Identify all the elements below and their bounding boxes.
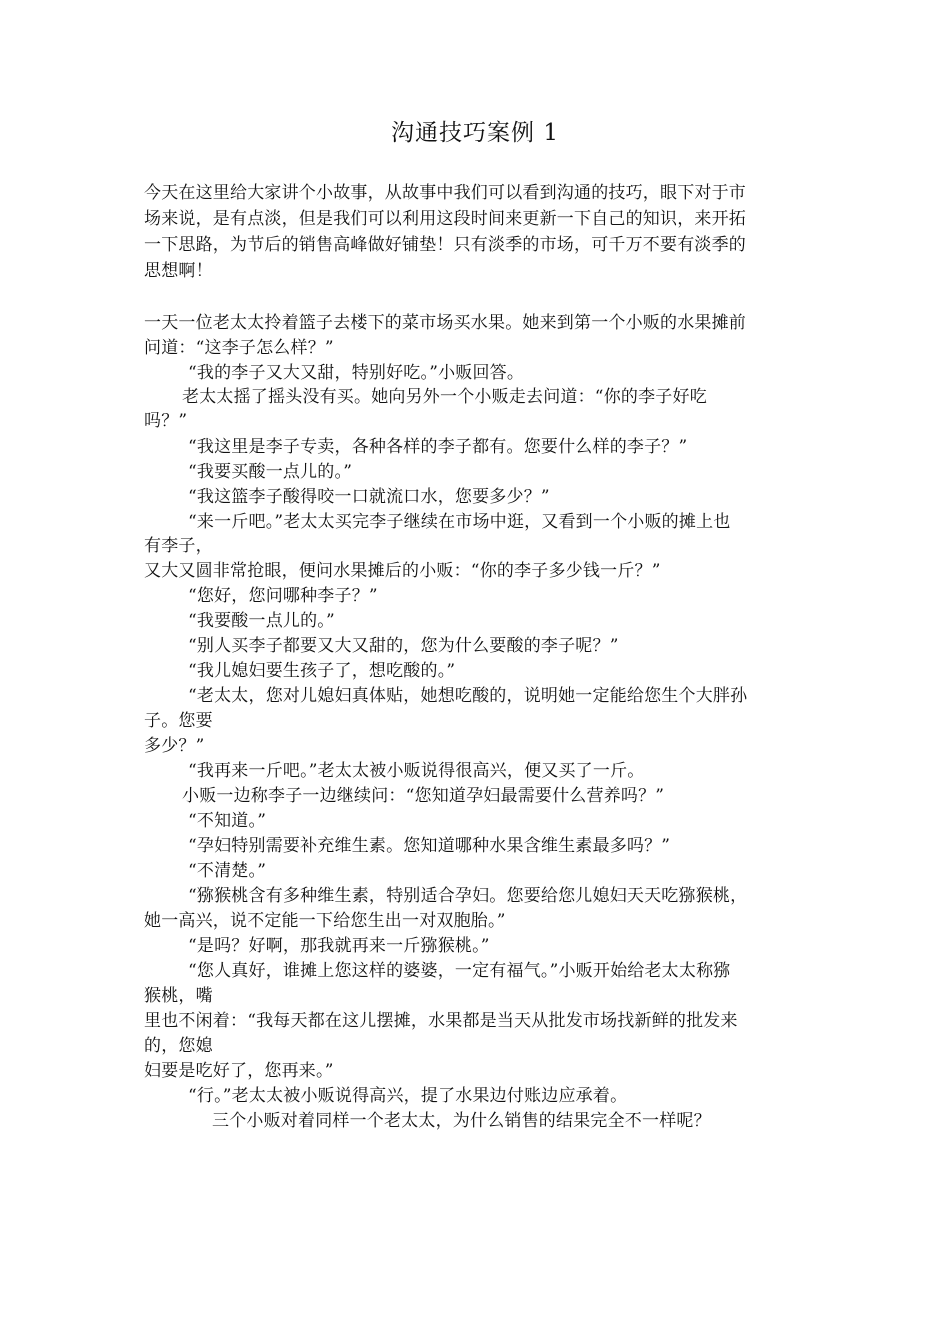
- story-line: 问道：“这李子怎么样？”: [144, 338, 334, 358]
- story-line: “别人买李子都要又大又甜的，您为什么要酸的李子呢？”: [188, 636, 619, 656]
- story-line: 吗？”: [144, 411, 188, 431]
- story-line: “是吗？好啊，那我就再来一斤猕猴桃。”: [188, 936, 490, 956]
- story-line: “孕妇特别需要补充维生素。您知道哪种水果含维生素最多吗？”: [188, 836, 671, 856]
- story-line: “您好，您问哪种李子？”: [188, 586, 378, 606]
- story-line: 子。您要: [144, 711, 213, 731]
- story-line: “我这篮李子酸得咬一口就流口水，您要多少？”: [188, 487, 550, 507]
- story-line: “不知道。”: [188, 811, 267, 831]
- intro-line: 一下思路，为节后的销售高峰做好铺垫！只有淡季的市场，可千万不要有淡季的: [144, 235, 746, 255]
- intro-line: 思想啊！: [144, 261, 213, 281]
- story-line: 老太太摇了摇头没有买。她向另外一个小贩走去问道：“你的李子好吃: [182, 387, 707, 407]
- story-line: 里也不闲着：“我每天都在这儿摆摊，水果都是当天从批发市场找新鲜的批发来: [144, 1011, 738, 1031]
- story-line: “老太太，您对儿媳妇真体贴，她想吃酸的，说明她一定能给您生个大胖孙: [188, 686, 748, 706]
- story-line: “您人真好，谁摊上您这样的婆婆，一定有福气。”小贩开始给老太太称猕: [188, 961, 731, 981]
- story-line: “猕猴桃含有多种维生素，特别适合孕妇。您要给您儿媳妇天天吃猕猴桃，: [188, 886, 748, 906]
- story-line: 小贩一边称李子一边继续问：“您知道孕妇最需要什么营养吗？”: [182, 786, 665, 806]
- story-line: “我要酸一点儿的。”: [188, 611, 335, 631]
- story-line: 三个小贩对着同样一个老太太，为什么销售的结果完全不一样呢？: [212, 1111, 711, 1131]
- story-line: 的，您媳: [144, 1036, 213, 1056]
- story-line: 一天一位老太太拎着篮子去楼下的菜市场买水果。她来到第一个小贩的水果摊前: [144, 313, 746, 333]
- story-line: 猴桃，嘴: [144, 986, 213, 1006]
- story-line: “不清楚。”: [188, 861, 267, 881]
- intro-line: 场来说，是有点淡，但是我们可以利用这段时间来更新一下自己的知识，来开拓: [144, 209, 746, 229]
- story-line: “我儿媳妇要生孩子了，想吃酸的。”: [188, 661, 456, 681]
- story-line: 又大又圆非常抢眼，便问水果摊后的小贩：“你的李子多少钱一斤？”: [144, 561, 661, 581]
- story-line: 多少？”: [144, 736, 205, 756]
- story-line: 她一高兴，说不定能一下给您生出一对双胞胎。”: [144, 911, 506, 931]
- story-line: 妇要是吃好了，您再来。”: [144, 1061, 334, 1081]
- story-line: “我的李子又大又甜，特别好吃。”小贩回答。: [188, 363, 525, 383]
- story-line: “我这里是李子专卖，各种各样的李子都有。您要什么样的李子？”: [188, 437, 688, 457]
- story-line: “我再来一斤吧。”老太太被小贩说得很高兴，便又买了一斤。: [188, 761, 645, 781]
- story-line: “来一斤吧。”老太太买完李子继续在市场中逛，又看到一个小贩的摊上也: [188, 512, 731, 532]
- story-line: “我要买酸一点儿的。”: [188, 462, 353, 482]
- story-line: “行。”老太太被小贩说得高兴，提了水果边付账边应承着。: [188, 1086, 628, 1106]
- story-line: 有李子，: [144, 536, 213, 556]
- intro-line: 今天在这里给大家讲个小故事，从故事中我们可以看到沟通的技巧，眼下对于市: [144, 183, 746, 203]
- page-title: 沟通技巧案例 1: [391, 120, 559, 146]
